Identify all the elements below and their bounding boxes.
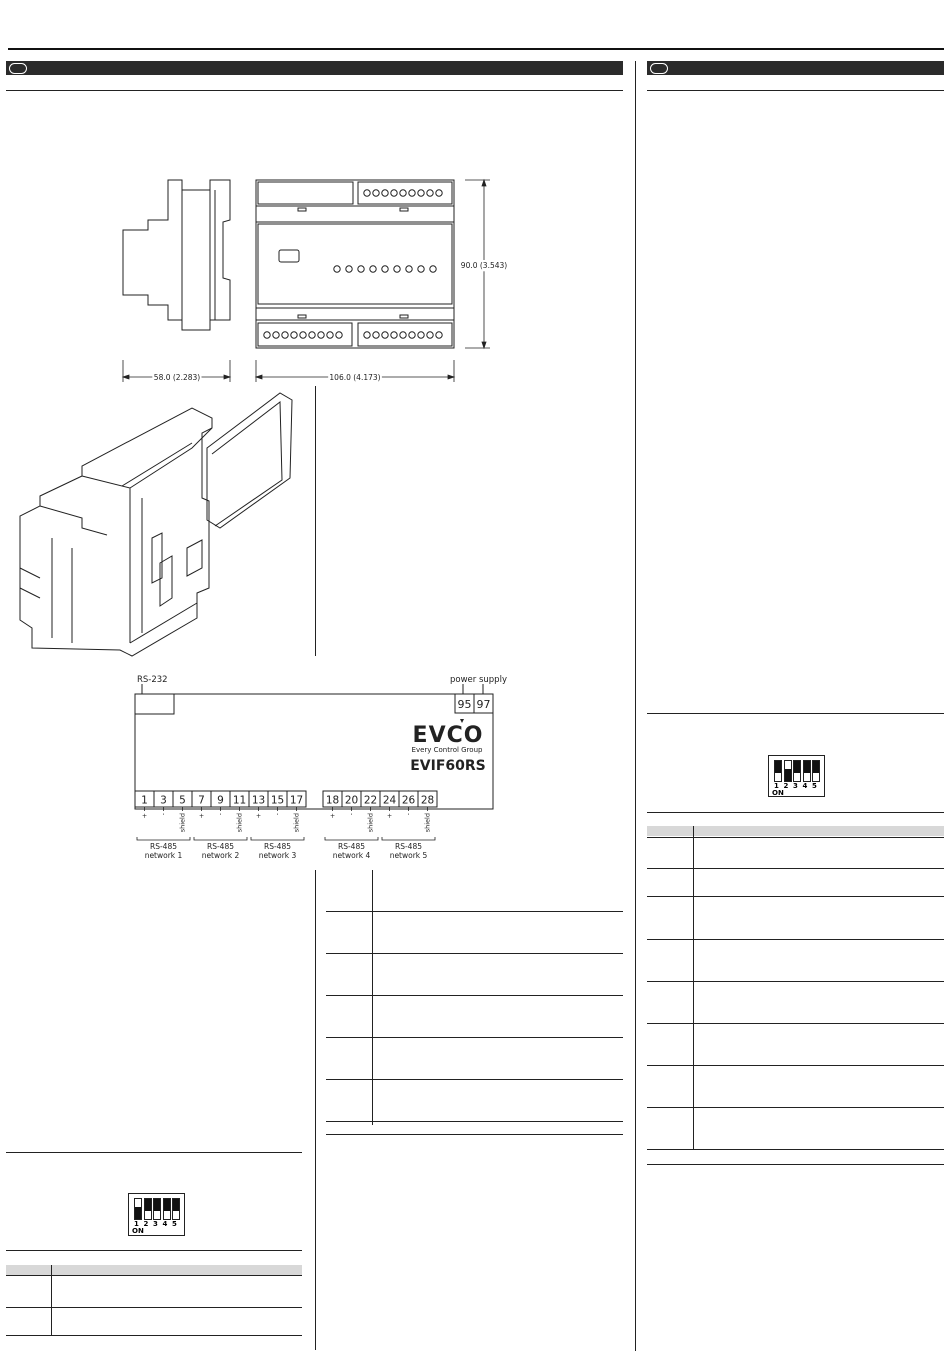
dip-number: 1 bbox=[134, 1220, 139, 1228]
terminal-1: 1 bbox=[141, 794, 148, 807]
table-row bbox=[647, 982, 944, 1024]
dip-number: 4 bbox=[162, 1220, 168, 1228]
dim-width-label: 106.0 (4.173) bbox=[329, 373, 381, 382]
terminal-5: 5 bbox=[179, 794, 186, 807]
dip-knob bbox=[804, 761, 810, 773]
power-supply-label: power supply bbox=[450, 675, 507, 685]
signal-label: + bbox=[140, 813, 149, 819]
isometric-drawing bbox=[12, 388, 312, 663]
table-row bbox=[326, 996, 623, 1038]
dip-number: 3 bbox=[793, 782, 798, 790]
dip-knob bbox=[785, 769, 791, 781]
terminal-strip-right bbox=[323, 791, 437, 807]
dim-depth-label: 58.0 (2.283) bbox=[153, 373, 201, 382]
signal-label: shield bbox=[366, 813, 375, 833]
front-view bbox=[256, 180, 454, 348]
signal-label: - bbox=[216, 813, 225, 816]
brand-name: EVCO bbox=[412, 723, 484, 748]
table-right bbox=[647, 826, 944, 1150]
terminal-24: 24 bbox=[382, 794, 397, 807]
rs232-port bbox=[135, 694, 174, 714]
terminal-15: 15 bbox=[270, 794, 285, 807]
network-label: network 1 bbox=[144, 851, 183, 860]
signal-label: - bbox=[159, 813, 168, 816]
dim-height-label: 90.0 (3.543) bbox=[460, 261, 508, 270]
table-row bbox=[647, 1024, 944, 1066]
network-label: network 5 bbox=[389, 851, 428, 860]
network-brackets bbox=[137, 837, 435, 860]
table-row bbox=[6, 1265, 302, 1276]
table-row bbox=[6, 1308, 302, 1336]
dip-switch-right bbox=[768, 755, 825, 797]
table-middle bbox=[326, 870, 623, 1125]
column-divider-main bbox=[635, 61, 636, 1351]
terminal-11: 11 bbox=[232, 794, 247, 807]
rs485-label: RS-485 bbox=[264, 842, 291, 851]
dip-number: 5 bbox=[172, 1220, 177, 1228]
rule-right-bottom bbox=[647, 1164, 944, 1165]
network-bracket bbox=[251, 837, 304, 840]
side-view bbox=[123, 180, 230, 330]
table-row bbox=[326, 912, 623, 954]
terminal-strip-left bbox=[135, 791, 306, 807]
table-row bbox=[647, 1066, 944, 1108]
table-row bbox=[647, 940, 944, 982]
dip-knob bbox=[164, 1199, 170, 1211]
dip-knob bbox=[794, 761, 800, 773]
terminal-20: 20 bbox=[344, 794, 359, 807]
table-left bbox=[6, 1265, 302, 1336]
rs485-label: RS-485 bbox=[395, 842, 422, 851]
rule-right-dip-bottom bbox=[647, 812, 944, 813]
terminal-26: 26 bbox=[401, 794, 416, 807]
terminal-circles-bottom-left bbox=[264, 332, 342, 338]
dip-switch-2 bbox=[144, 1198, 152, 1220]
dip-switch-1 bbox=[134, 1198, 142, 1220]
dip-knob bbox=[173, 1199, 179, 1211]
dip-switch-3 bbox=[793, 760, 801, 782]
top-rule bbox=[8, 48, 944, 50]
terminal-95: 95 bbox=[457, 698, 472, 711]
signal-label: + bbox=[328, 813, 337, 819]
dimension-drawing bbox=[110, 170, 530, 385]
signal-label: shield bbox=[235, 813, 244, 833]
dip-knob bbox=[145, 1199, 151, 1211]
rs485-label: RS-485 bbox=[207, 842, 234, 851]
wiring-diagram bbox=[130, 672, 507, 868]
dip-knob bbox=[775, 761, 781, 773]
dip-number: 1 bbox=[774, 782, 779, 790]
table-row bbox=[326, 1038, 623, 1080]
dip-knob bbox=[154, 1199, 160, 1211]
table-row bbox=[647, 897, 944, 940]
terminal-7: 7 bbox=[198, 794, 205, 807]
network-label: network 4 bbox=[332, 851, 371, 860]
dip-number: 2 bbox=[143, 1220, 149, 1228]
model-name: EVIF60RS bbox=[410, 758, 486, 774]
power-terminals bbox=[455, 694, 493, 713]
terminal-9: 9 bbox=[217, 794, 224, 807]
signal-label: + bbox=[254, 813, 263, 819]
network-label: network 3 bbox=[258, 851, 297, 860]
network-label: network 2 bbox=[201, 851, 240, 860]
network-bracket bbox=[382, 837, 435, 840]
table-row bbox=[326, 1080, 623, 1122]
table-row bbox=[6, 1276, 302, 1308]
language-flag-icon bbox=[650, 63, 668, 74]
dip-knob bbox=[813, 761, 819, 773]
dip-switch-5 bbox=[812, 760, 820, 782]
column-divider-mid bbox=[315, 386, 316, 656]
language-flag-icon bbox=[9, 63, 27, 74]
rule-left-dip-bottom bbox=[6, 1250, 302, 1251]
rs485-label: RS-485 bbox=[150, 842, 177, 851]
dip-switch-3 bbox=[153, 1198, 161, 1220]
signal-labels bbox=[141, 807, 432, 832]
dip-knob bbox=[135, 1207, 141, 1219]
table-row bbox=[326, 954, 623, 996]
network-bracket bbox=[325, 837, 378, 840]
dip-on-label: ON bbox=[132, 1227, 144, 1235]
dip-number: 4 bbox=[802, 782, 808, 790]
terminal-circles-top bbox=[364, 190, 442, 196]
dip-on-label: ON bbox=[772, 789, 784, 797]
table-row bbox=[647, 838, 944, 869]
rs232-label: RS-232 bbox=[137, 675, 168, 685]
rule-left-dip-top bbox=[6, 1152, 302, 1153]
signal-label: shield bbox=[423, 813, 432, 833]
rule-right-dip-top bbox=[647, 713, 944, 714]
rule-middle-bottom bbox=[326, 1134, 623, 1135]
led-circles bbox=[334, 266, 436, 272]
section-header-bar-left bbox=[6, 61, 623, 75]
section-header-bar-right bbox=[647, 61, 944, 75]
signal-label: - bbox=[347, 813, 356, 816]
table-row bbox=[647, 1108, 944, 1150]
evco-logo bbox=[410, 719, 486, 774]
table-row bbox=[326, 870, 623, 912]
dip-switch-1 bbox=[774, 760, 782, 782]
signal-label: - bbox=[273, 813, 282, 816]
dip-switch-2 bbox=[784, 760, 792, 782]
terminal-22: 22 bbox=[363, 794, 378, 807]
table-row bbox=[647, 869, 944, 897]
table-row bbox=[647, 826, 944, 838]
dip-switch-5 bbox=[172, 1198, 180, 1220]
terminal-28: 28 bbox=[420, 794, 435, 807]
signal-label: + bbox=[197, 813, 206, 819]
section-rule-left bbox=[6, 90, 623, 91]
terminal-circles-bottom-right bbox=[364, 332, 442, 338]
signal-label: shield bbox=[178, 813, 187, 833]
terminal-13: 13 bbox=[251, 794, 266, 807]
terminal-18: 18 bbox=[325, 794, 340, 807]
signal-label: shield bbox=[292, 813, 301, 833]
dip-number: 3 bbox=[153, 1220, 158, 1228]
dip-number: 2 bbox=[783, 782, 789, 790]
brand-tagline: Every Control Group bbox=[411, 746, 483, 754]
terminal-3: 3 bbox=[160, 794, 167, 807]
dip-switch-4 bbox=[163, 1198, 171, 1220]
dip-switch-left bbox=[128, 1193, 185, 1236]
column-divider-lower bbox=[315, 870, 316, 1350]
network-bracket bbox=[194, 837, 247, 840]
rs485-label: RS-485 bbox=[338, 842, 365, 851]
signal-label: - bbox=[404, 813, 413, 816]
dip-number: 5 bbox=[812, 782, 817, 790]
terminal-97: 97 bbox=[476, 698, 491, 711]
terminal-17: 17 bbox=[289, 794, 304, 807]
signal-label: + bbox=[385, 813, 394, 819]
section-rule-right bbox=[647, 90, 944, 91]
dip-switch-4 bbox=[803, 760, 811, 782]
network-bracket bbox=[137, 837, 190, 840]
